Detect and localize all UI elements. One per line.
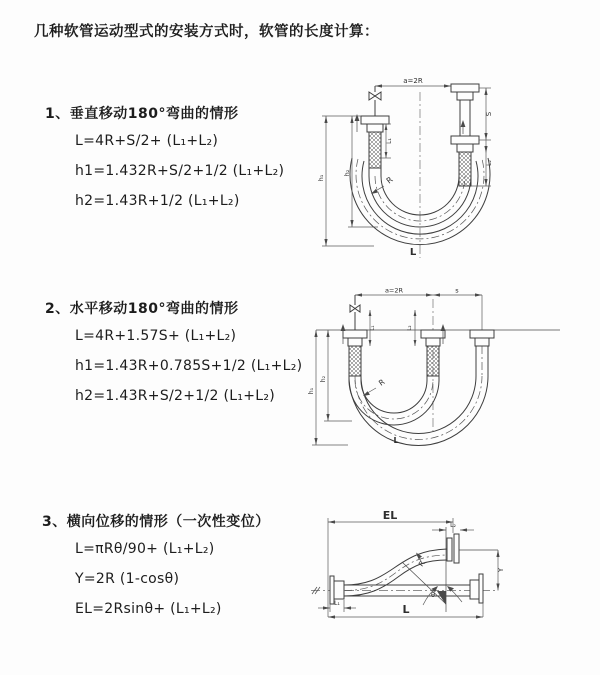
flange <box>447 538 452 561</box>
flange <box>470 330 494 338</box>
dim-label-l2: L₂ <box>407 325 413 331</box>
section-3-heading: 3、横向位移的情形（一次性变位） <box>42 514 270 530</box>
dim-label-l1: L₁ <box>370 325 376 331</box>
formula-line: L=4R+1.57S+ (L₁+L₂) <box>75 328 237 344</box>
dim-label-el: EL <box>382 509 398 522</box>
dim-label-l1: L₁ <box>386 138 393 144</box>
motion-arrow-icon <box>441 324 446 331</box>
braided-hose <box>349 346 361 376</box>
flange <box>479 574 483 603</box>
dim-label-a2r: a=2R <box>384 286 404 295</box>
flange <box>426 338 440 346</box>
page-title: 几种软管运动型式的安装方式时，软管的长度计算： <box>34 24 379 40</box>
braided-hose <box>459 152 471 186</box>
length-label: L <box>402 603 410 616</box>
braided-hose <box>427 346 439 376</box>
diagram-horizontal-180-bend <box>308 283 598 455</box>
dim-label-h1: h₁ <box>317 174 325 182</box>
length-label: L <box>393 436 399 445</box>
section-1-heading: 1、垂直移动180°弯曲的情形 <box>45 106 239 122</box>
angle-label: θ <box>431 591 435 599</box>
diagram-vertical-180-bend <box>312 70 597 270</box>
motion-arrow-icon <box>355 114 360 121</box>
flange <box>454 534 459 563</box>
radius-label: R <box>384 175 395 186</box>
dim-label-l1: L₁ <box>334 600 340 607</box>
flange <box>361 116 389 124</box>
motion-arrow-icon <box>461 120 466 127</box>
dim-label-h2: h₂ <box>343 169 351 177</box>
flange <box>451 136 479 144</box>
dim-label-s: s <box>455 286 459 295</box>
motion-arrow-icon <box>341 324 346 331</box>
flange <box>421 330 445 338</box>
flange <box>343 330 367 338</box>
formula-line: L=4R+S/2+ (L₁+L₂) <box>75 133 219 149</box>
dim-label-l2: L₂ <box>486 160 493 166</box>
hose-curve <box>344 549 447 585</box>
flange <box>348 338 362 346</box>
dim-label-y: Y <box>497 567 505 573</box>
radius-label: R <box>417 559 427 569</box>
flange <box>470 580 479 599</box>
formula-line: h2=1.43R+1/2 (L₁+L₂) <box>75 193 240 209</box>
dim-label-a2r: a=2R <box>403 77 423 85</box>
dim-label-h2: h₂ <box>320 375 327 383</box>
length-label: L <box>409 247 417 258</box>
dim-label-s: S <box>485 111 493 117</box>
flange <box>334 581 344 599</box>
section-2-heading: 2、水平移动180°弯曲的情形 <box>45 301 239 317</box>
radius-label: R <box>376 377 387 388</box>
formula-line: Y=2R (1-cosθ) <box>75 571 180 587</box>
flange <box>367 124 383 132</box>
flange <box>457 92 473 100</box>
formula-line: L=πRθ/90+ (L₁+L₂) <box>75 541 215 557</box>
formula-line: h1=1.432R+S/2+1/2 (L₁+L₂) <box>75 163 285 179</box>
flange <box>451 84 479 92</box>
formula-line: EL=2Rsinθ+ (L₁+L₂) <box>75 601 222 617</box>
formula-line: h2=1.43R+S/2+1/2 (L₁+L₂) <box>75 388 276 404</box>
braided-hose <box>369 132 381 168</box>
flange <box>475 338 489 346</box>
formula-line: h1=1.43R+0.785S+1/2 (L₁+L₂) <box>75 358 303 374</box>
dim-label-h1: h₁ <box>308 387 315 395</box>
diagram-lateral-displacement <box>298 500 598 665</box>
valve-icon <box>375 92 381 100</box>
flange <box>457 144 473 152</box>
valve-icon <box>355 305 360 312</box>
dim-label-l2: L₂ <box>450 522 456 529</box>
